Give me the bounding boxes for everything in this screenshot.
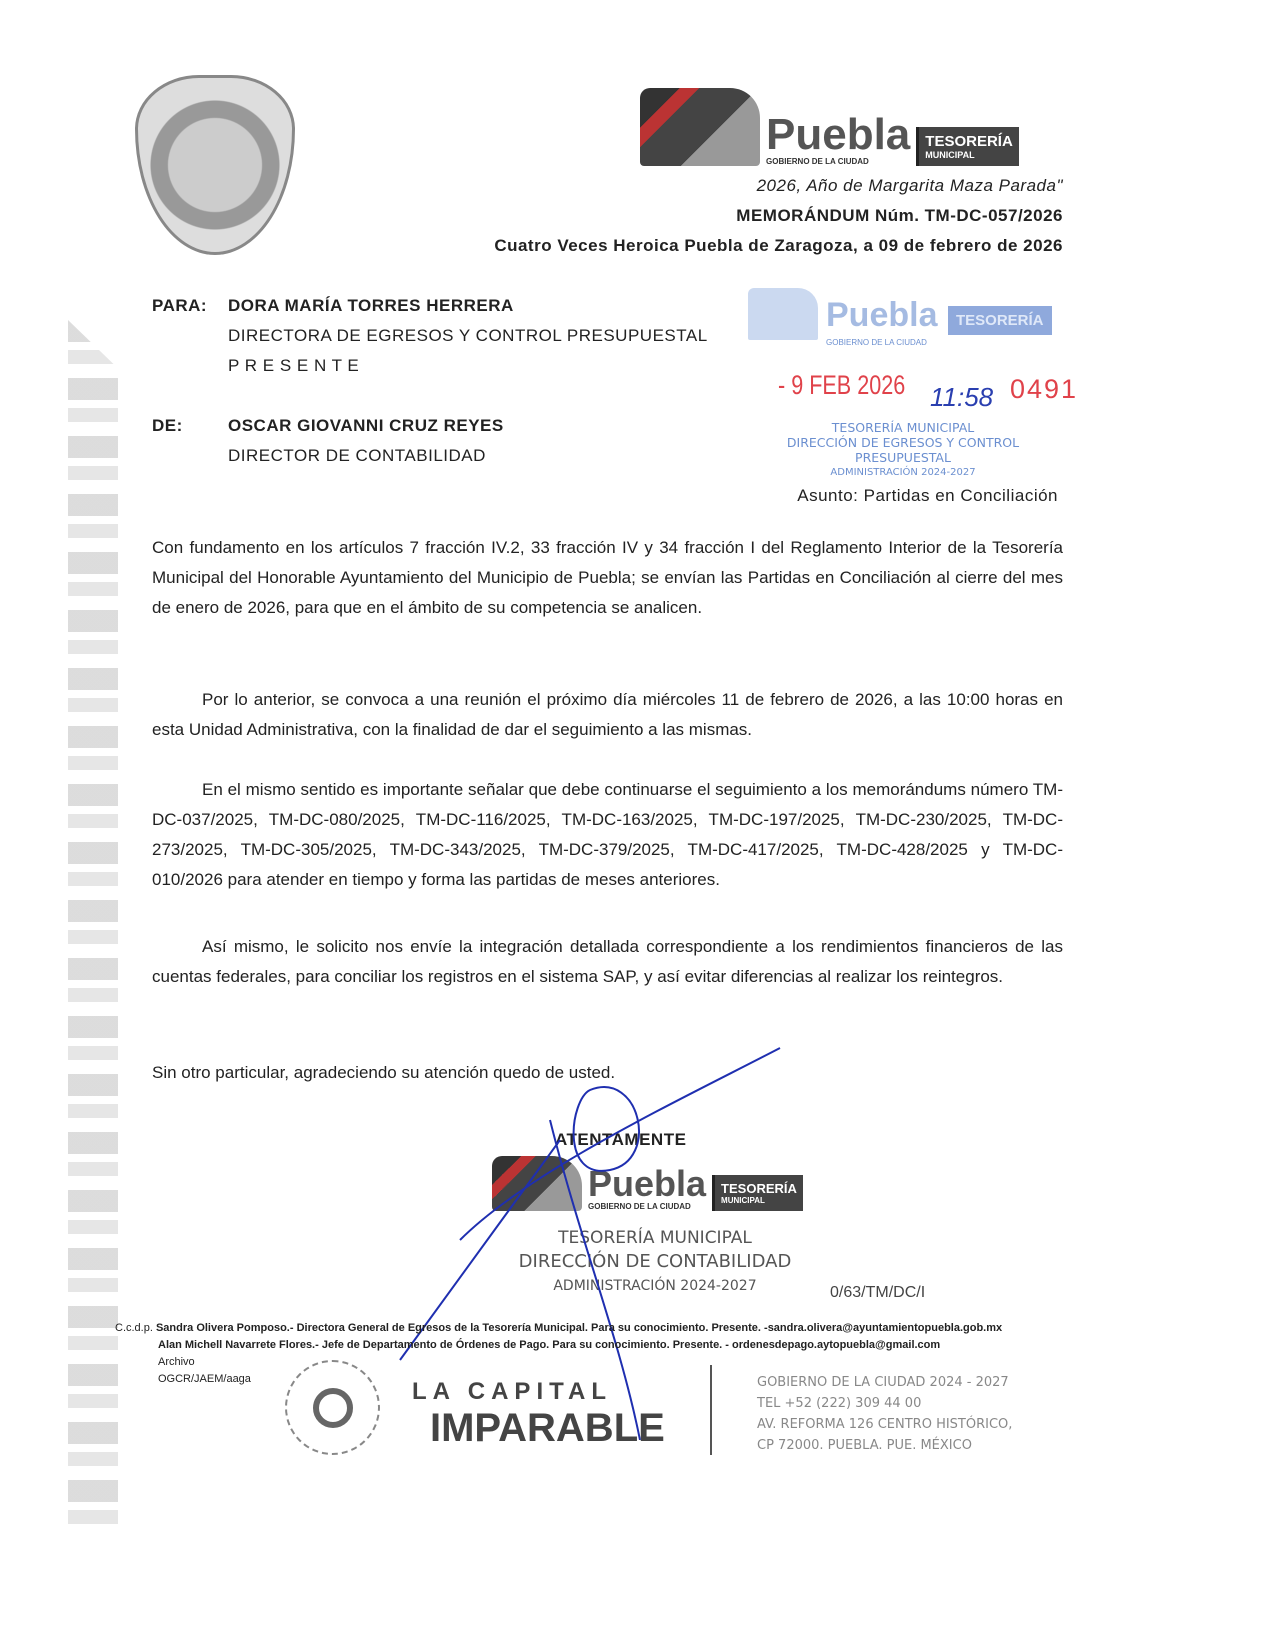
logo-badge: [916, 127, 1019, 166]
paragraph-1: Con fundamento en los artículos 7 fracción IV.2, 33 fracción IV y 34 fracción I del Reglamento Interior de la Tesorería Municipal del Honorable Ayuntamiento del Municipio de Puebla; se envían las Partidas en Conciliación al cierre del mes de enero de 2026, para que en el ámbito de su competencia se analicen.: [152, 538, 1063, 617]
closing-sentence: Sin otro particular, agradeciendo su atención quedo de usted.: [152, 1063, 616, 1082]
contabilidad-stamp-line-3: ADMINISTRACIÓN 2024-2027: [553, 1278, 757, 1294]
logo-word: Puebla: [766, 110, 911, 159]
stamp-line-1: TESORERÍA MUNICIPAL: [831, 420, 975, 435]
stamp-line-2: DIRECCIÓN DE EGRESOS Y CONTROL: [786, 435, 1020, 450]
city-seal: [135, 75, 295, 255]
slogan-line-1: LA CAPITAL: [412, 1378, 612, 1405]
stamp-line-4: ADMINISTRACIÓN 2024-2027: [830, 467, 976, 478]
paragraph-4: Así mismo, le solicito nos envíe la integración detallada correspondiente a los rendimientos financieros de las cuentas federales, para conciliar los registros en el sistema SAP, y así evitar diferencias al realizar los reintegros.: [152, 937, 1063, 986]
equality-seal: [285, 1360, 380, 1455]
stamp-logo-sub: GOBIERNO DE LA CIUDAD: [826, 338, 927, 347]
to-name: DORA MARÍA TORRES HERRERA: [228, 296, 514, 315]
footer-phone: TEL +52 (222) 309 44 00: [757, 1396, 922, 1411]
signature-logo-word: Puebla: [588, 1163, 707, 1204]
paragraph-2: Por lo anterior, se convoca a una reunión el próximo día miércoles 11 de febrero de 2026, a las 10:00 horas en esta Unidad Administrativa, con la finalidad de dar el seguimiento a las mismas.: [152, 690, 1063, 739]
stamp-line-3: PRESUPUESTAL: [855, 450, 951, 465]
from-label: DE:: [152, 416, 183, 435]
paragraph-3: En el mismo sentido es importante señalar que debe continuarse el seguimiento a los memorándums número TM-DC-037/2025, TM-DC-080/2025, TM-DC-116/2025, TM-DC-163/2025, TM-DC-197/2025, TM-DC-230/2025, TM-DC-273/2025, TM-DC-305/2025, TM-DC-343/2025, TM-DC-379/2025, TM-DC-417/2025, TM-DC-428/2025 y TM-DC-010/2026 para atender en tiempo y forma las partidas de meses anteriores.: [152, 780, 1063, 889]
logo-sub: GOBIERNO DE LA CIUDAD: [766, 157, 869, 166]
received-date: - 9 FEB 2026: [778, 370, 906, 400]
folio-number: 0491: [1010, 374, 1079, 404]
cc-line-2: Alan Michell Navarrete Flores.- Jefe de Departamento de Órdenes de Pago. Para su conocimiento. Presente. - ordenesdepago.aytopuebla@gmail.com: [158, 1339, 941, 1351]
footer-address: [757, 1372, 1012, 1456]
stamp-badge: TESORERÍA: [948, 306, 1052, 335]
signature-logo-sub: GOBIERNO DE LA CIUDAD: [588, 1202, 691, 1211]
stamp-reference: 0/63/TM/DC/I: [830, 1284, 926, 1301]
initials: OGCR/JAEM/aaga: [158, 1373, 251, 1385]
archivo: Archivo: [158, 1356, 195, 1368]
stamp-text-block: [748, 420, 1058, 480]
memo-number: MEMORÁNDUM Núm. TM-DC-057/2026: [736, 206, 1063, 225]
cc-line-1-text: Sandra Olivera Pomposo.- Directora General de Egresos de la Tesorería Municipal. Para su conocimiento. Presente. -sandra.olivera@ayuntamientopuebla.gob.mx: [155, 1322, 1003, 1334]
year-motto: 2026, Año de Margarita Maza Parada": [756, 176, 1063, 195]
footer-address-line-3: AV. REFORMA 126 CENTRO HISTÓRICO,: [757, 1417, 1013, 1432]
place-date: Cuatro Veces Heroica Puebla de Zaragoza, a 09 de febrero de 2026: [494, 236, 1063, 255]
contabilidad-stamp-line-2: DIRECCIÓN DE CONTABILIDAD: [518, 1251, 792, 1272]
atentamente: ATENTAMENTE: [555, 1130, 687, 1149]
to-position: DIRECTORA DE EGRESOS Y CONTROL PRESUPUESTAL: [228, 326, 708, 345]
footer-address-line-1: GOBIERNO DE LA CIUDAD 2024 - 2027: [757, 1375, 1009, 1390]
cc-prefix: C.c.d.p.: [115, 1322, 153, 1334]
presente: P R E S E N T E: [228, 356, 360, 375]
footer-divider: [710, 1365, 712, 1455]
puebla-tesoreria-logo: [640, 88, 1019, 166]
cc-line-1: [115, 1322, 1002, 1334]
received-time-handwritten: 11:58: [930, 382, 994, 412]
to-label: PARA:: [152, 296, 208, 315]
from-name: OSCAR GIOVANNI CRUZ REYES: [228, 416, 504, 435]
slogan-line-2: IMPARABLE: [430, 1406, 665, 1450]
contabilidad-stamp-line-1: TESORERÍA MUNICIPAL: [558, 1228, 752, 1248]
logo-badge-text: TESORERÍA: [925, 133, 1013, 150]
signature-logo-badge: TESORERÍA MUNICIPAL: [712, 1175, 803, 1211]
stamp-logo-art: [748, 288, 818, 340]
logo-badge-sub: MUNICIPAL: [925, 150, 975, 160]
from-position: DIRECTOR DE CONTABILIDAD: [228, 446, 486, 465]
logo-art: [640, 88, 760, 166]
stamp-logo-word: Puebla: [826, 296, 938, 334]
decorative-border: [68, 320, 118, 1530]
subject: Asunto: Partidas en Conciliación: [797, 486, 1058, 505]
footer-address-line-4: CP 72000. PUEBLA. PUE. MÉXICO: [757, 1438, 972, 1453]
received-stamp: [748, 282, 1079, 482]
